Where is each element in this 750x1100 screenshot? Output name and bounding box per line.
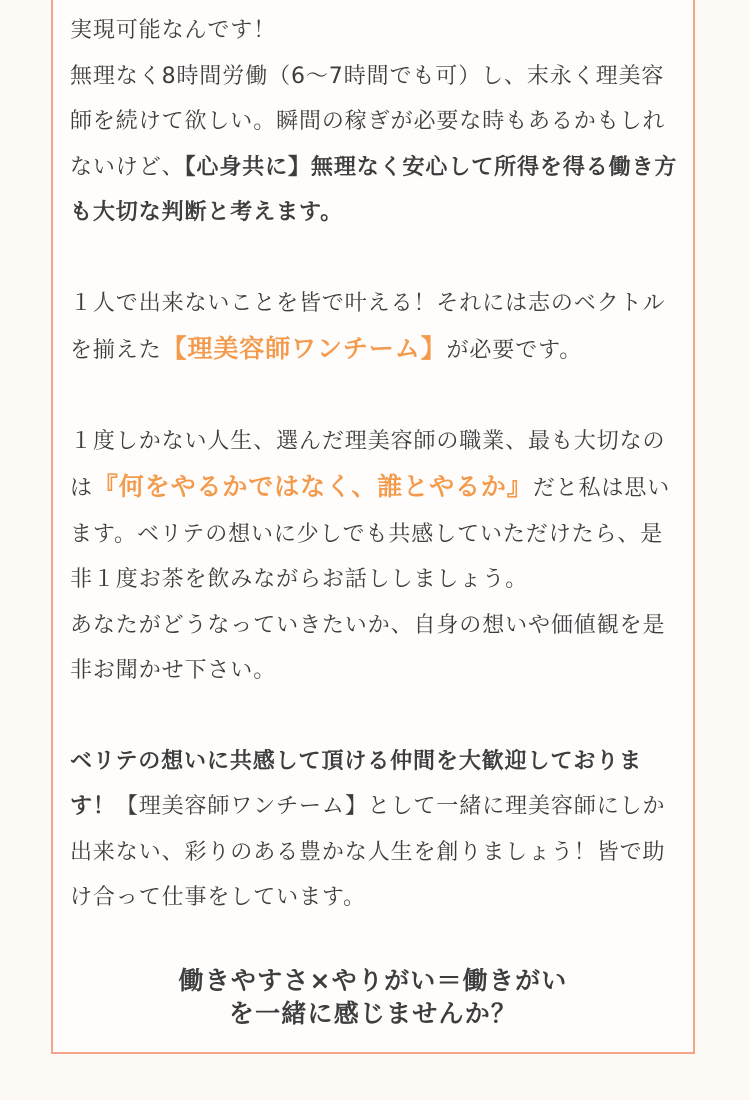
one-team-highlight: 【理美容師ワンチーム】 (161, 334, 447, 363)
paragraph-spacer (70, 694, 680, 739)
welcome-text: 【理美容師ワンチーム】として一緒に理美容師にしか出来ない、彩りのある豊かな人生を創りましょう！皆で助け合って仕事をしています。 (70, 794, 666, 910)
paragraph-working-hours (70, 8, 680, 236)
working-hours-text: 無理なく8時間労働（6〜7時間でも可）し、末永く理美容師を続けて欲しい。瞬間の稼ぎが必要な時もあるかもしれないけど、 (70, 63, 666, 180)
working-hours-bold-text: 【心身共に】無理なく安心して所得を得る働き方も大切な判断と考えます。 (70, 154, 678, 225)
one-team-text-before: １人で出来ないことを皆で叶える！それには志のベクトルを揃えた (70, 290, 666, 363)
life-choice-text-before: １度しかない人生、選んだ理美容師の職業、最も大切なのは (70, 428, 666, 501)
message-card (51, 0, 695, 1054)
life-choice-text-after: だと私は思います。ベリテの想いに少しでも共感していただけたら、是非１度お茶を飲みながらお話ししましょう。 (70, 476, 671, 592)
life-choice-highlight: 『何をやるかではなく、誰とやるか』 (92, 472, 533, 501)
values-invitation-text: あなたがどうなっていきたいか、自身の想いや価値観を是非お聞かせ下さい。 (70, 612, 666, 683)
welcome-bold-text: ベリテの想いに共感して頂ける仲間を大歓迎しております！ (70, 748, 643, 819)
message-content (70, 8, 680, 921)
paragraph-welcome (70, 739, 680, 921)
paragraph-life-choice (70, 419, 680, 694)
one-team-text-after: が必要です。 (446, 338, 583, 363)
intro-line: 実現可能なんです！ (70, 18, 277, 43)
paragraph-spacer (70, 374, 680, 419)
closing-line-2: を一緒に感じませんか？ (228, 999, 518, 1028)
paragraph-one-team (70, 281, 680, 374)
paragraph-spacer (70, 236, 680, 281)
closing-line-1: 働きやすさ×やりがい＝働きがい (178, 966, 568, 995)
closing-message (53, 964, 693, 1030)
